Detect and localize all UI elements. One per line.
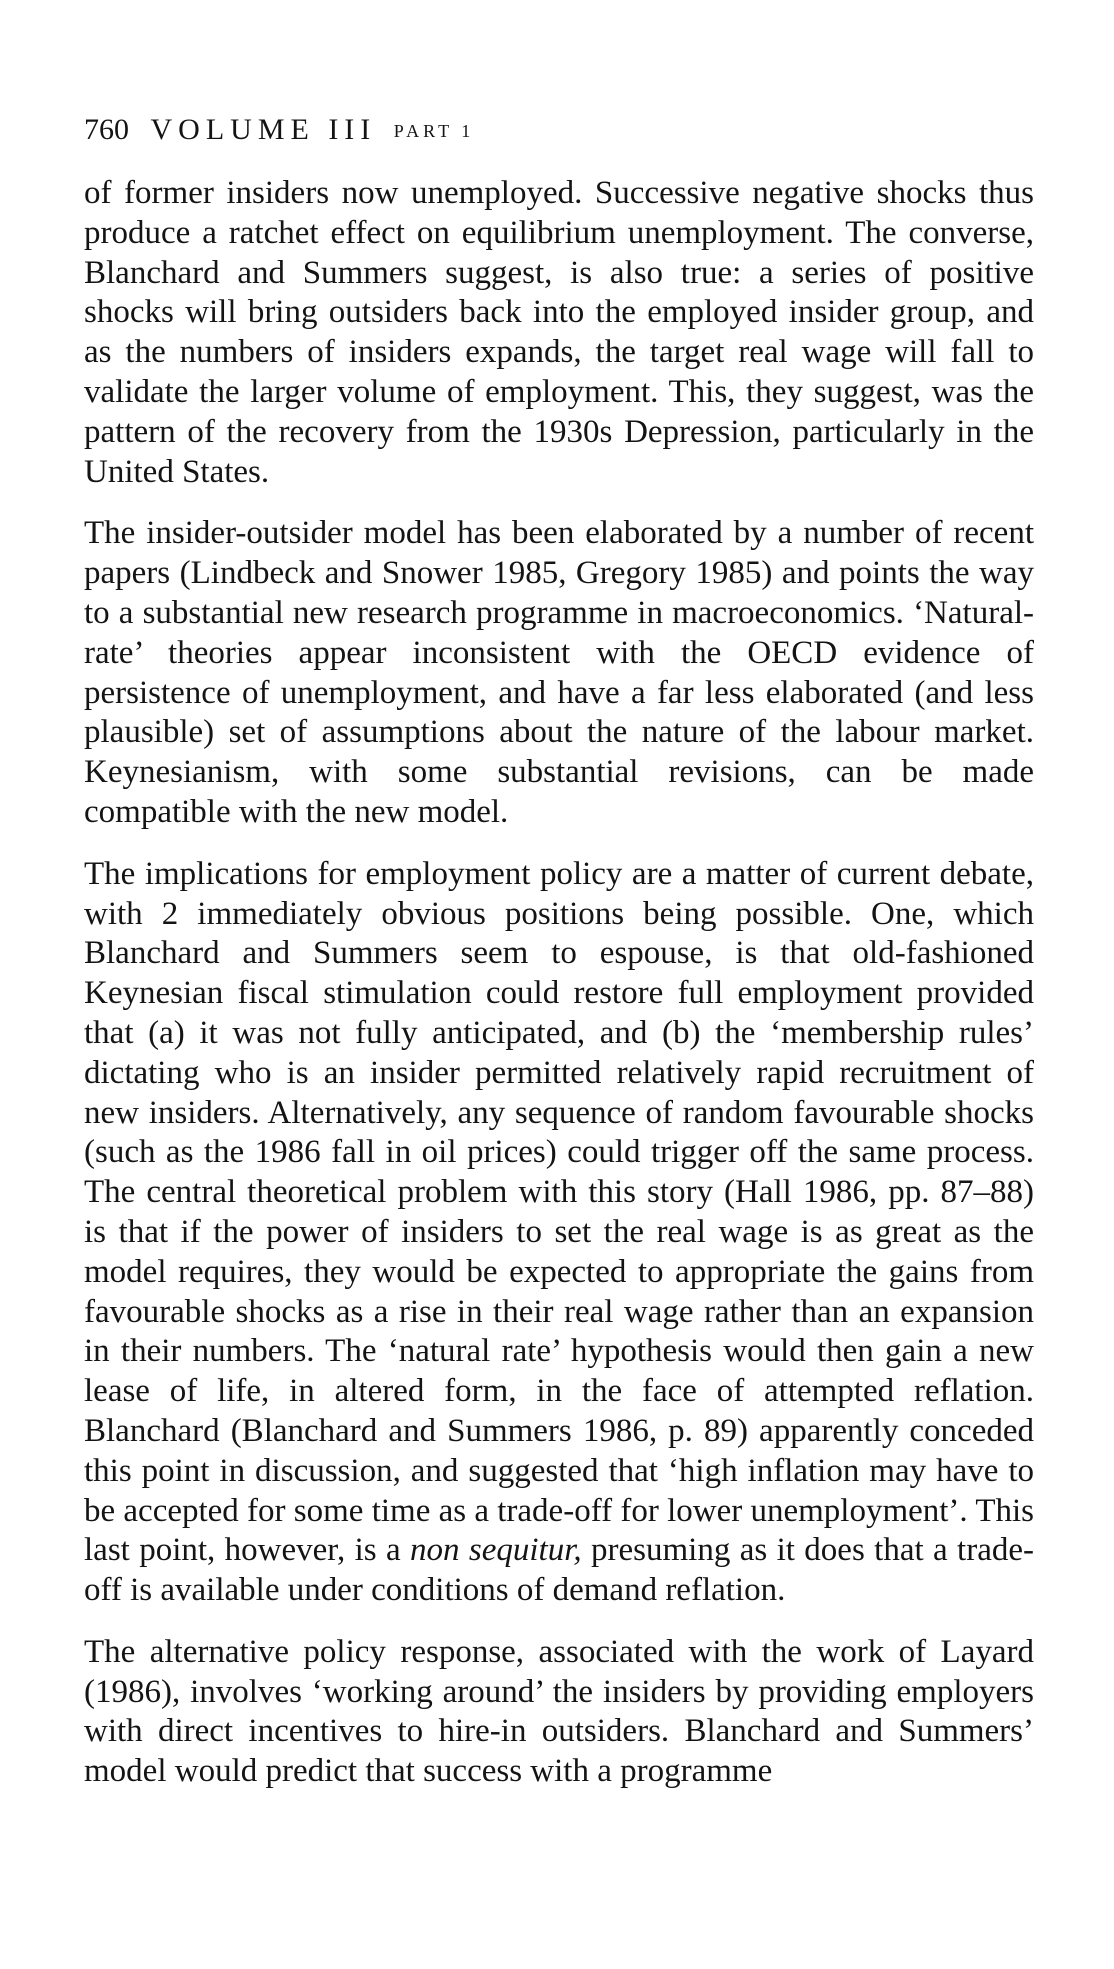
body-text (84, 174, 1034, 1814)
paragraph-2: The insider-outsider model has been elaborated by a number of recent papers (Lindbeck and Snower 1985, Gregory 1985) and points the way to a substantial new research programme in macroeconomics. ‘Natural-rate’ theories appear inconsistent with the OECD evidence of persistence of unemployment, and have a far less elaborated (and less plausible) set of assumptions about the nature of the labour market. Keynesianism, with some substantial revisions, can be made compatible with the new model. (84, 515, 1034, 830)
paragraph-4: The alternative policy response, associated with the work of Layard (1986), involves ‘working around’ the insiders by providing employers with direct incentives to hire-in outsiders. Blanchard and Summers’ model would predict that success with a programme (84, 1633, 1034, 1790)
paragraph-1: of former insiders now unemployed. Successive negative shocks thus produce a ratchet effect on equilibrium unemployment. The converse, Blanchard and Summers suggest, is also true: a series of positive shocks will bring outsiders back into the employed insider group, and as the numbers of insiders expands, the target real wage will fall to validate the larger volume of employment. This, they suggest, was the pattern of the recovery from the 1930s Depression, particularly in the United States. (84, 175, 1034, 490)
paragraph-3 (84, 855, 1034, 1611)
part-label: PART 1 (393, 121, 475, 141)
running-head (84, 110, 474, 151)
paragraph-3-text-before: The implications for employment policy are a matter of current debate, with 2 immediately obvious positions being possible. One, which Blanchard and Summers seem to espouse, is that old-fashioned Keynesian fiscal stimulation could restore full employment provided that (a) it was not fully anticipated, and (b) the ‘membership rules’ dictating who is an insider permitted relatively rapid recruitment of new insiders. Alternatively, any sequence of random favourable shocks (such as the 1986 fall in oil prices) could trigger off the same process. The central theoretical problem with this story (Hall 1986, pp. 87–88) is that if the power of insiders to set the real wage is as great as the model requires, they would be expected to appropriate the gains from favourable shocks as a rise in their real wage rather than an expansion in their numbers. The ‘natural rate’ hypothesis would then gain a new lease of life, in altered form, in the face of attempted reflation. Blanchard (Blanchard and Summers 1986, p. 89) apparently conceded this point in discussion, and suggested that ‘high inflation may have to be accepted for some time as a trade-off for lower unemployment’. This last point, however, is a (84, 855, 1034, 1569)
italic-phrase: non sequitur, (410, 1532, 582, 1569)
paragraph-3-text-after: presuming as it does that a trade-off is available under conditions of demand reflation. (84, 1532, 1035, 1609)
volume-label: VOLUME III (150, 113, 377, 146)
page-number: 760 (84, 113, 129, 146)
